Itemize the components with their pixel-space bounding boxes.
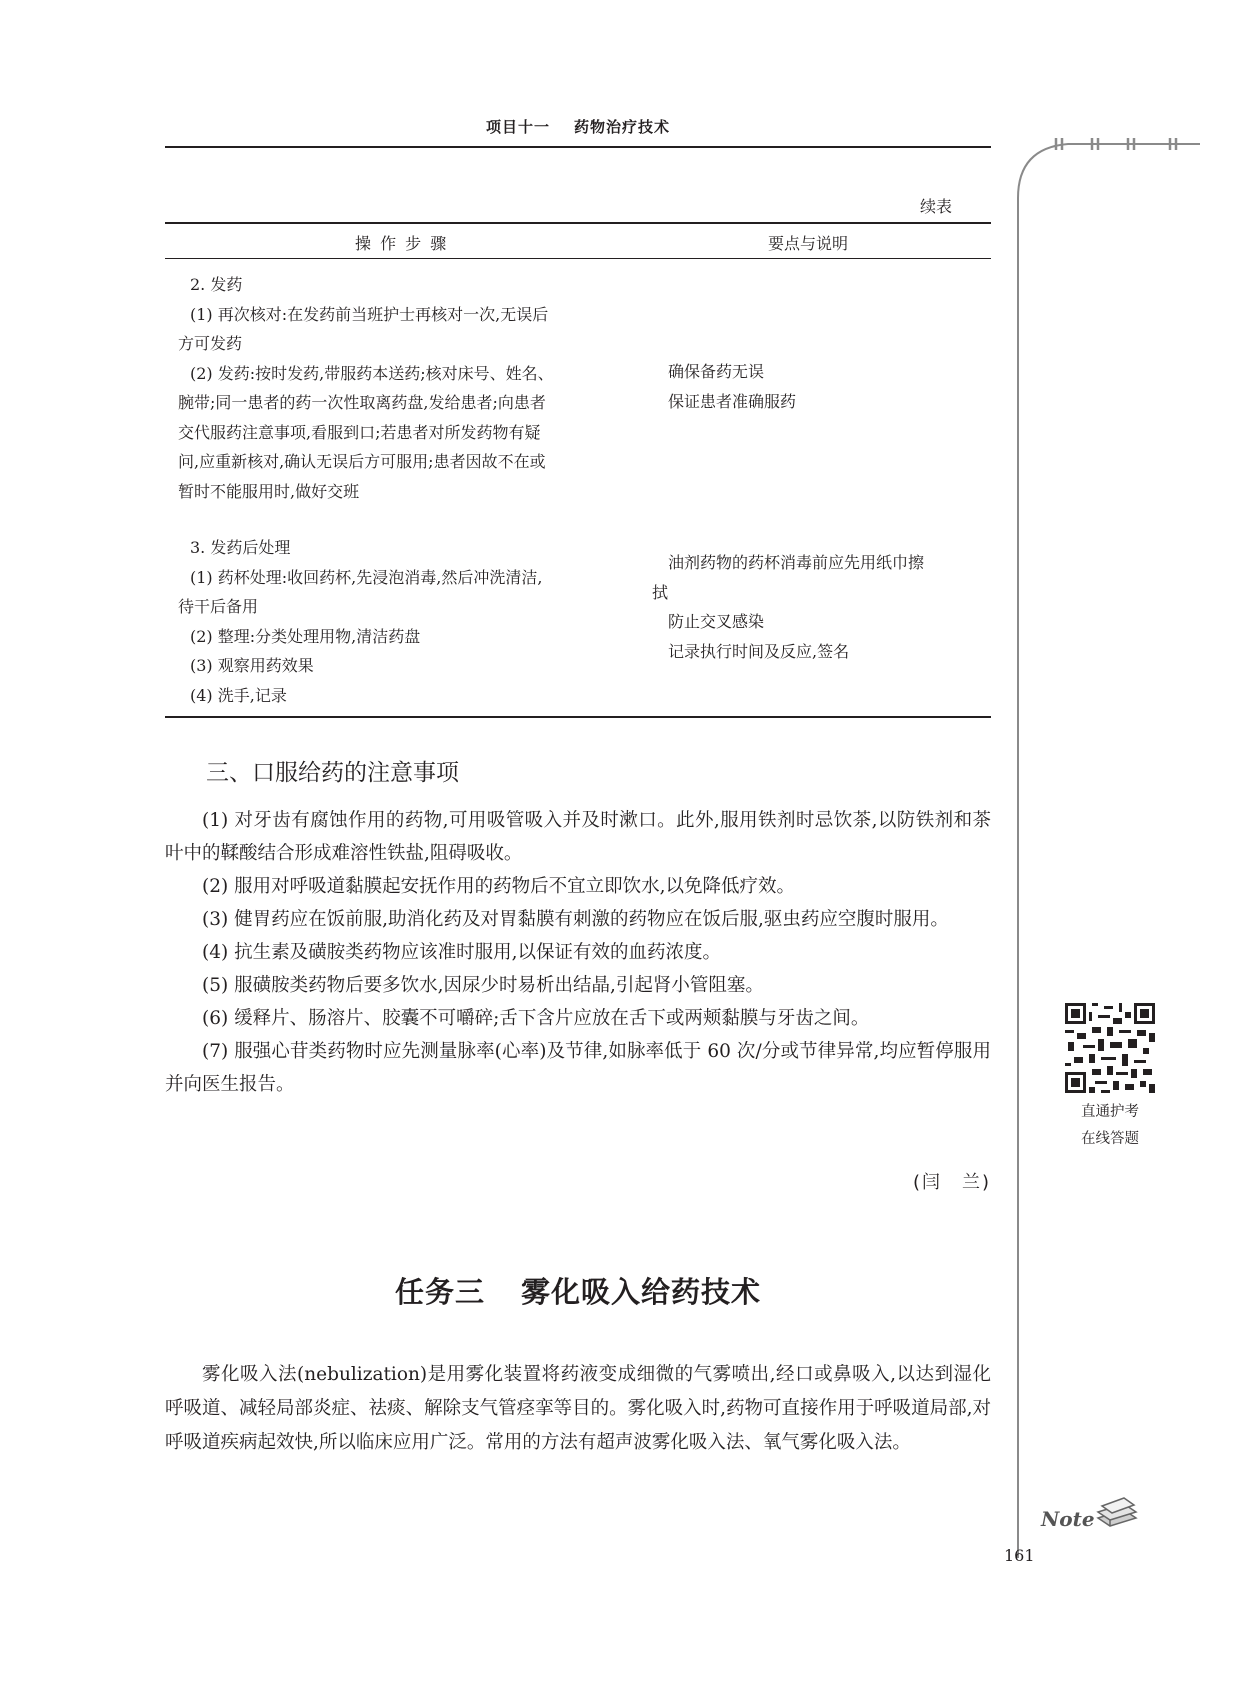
note-block-after-dispense [652, 548, 992, 666]
note-books-icon [1094, 1496, 1140, 1536]
qr-caption-line2: 在线答题 [1081, 1131, 1139, 1147]
note-line: 记录执行时间及反应,签名 [668, 641, 850, 661]
task-title [165, 1270, 991, 1311]
task-name: 雾化吸入给药技术 [521, 1275, 762, 1309]
section-body [165, 804, 991, 1101]
step-line: 2. 发药 [190, 275, 243, 294]
margin-decoration [1010, 138, 1210, 1558]
page-number: 161 [1004, 1546, 1035, 1565]
running-head [165, 116, 991, 137]
precaution-item: (2) 服用对呼吸道黏膜起安抚作用的药物后不宜立即饮水,以免降低疗效。 [202, 876, 795, 897]
precaution-item: (6) 缓释片、肠溶片、胶囊不可嚼碎;舌下含片应放在舌下或两颊黏膜与牙齿之间。 [202, 1008, 870, 1029]
step-line: (4) 洗手,记录 [190, 685, 287, 705]
step-line: (2) 发药:按时发药,带服药本送药;核对床号、姓名、 [190, 363, 554, 383]
note-line: 确保备药无误 [668, 362, 765, 381]
task-number: 任务三 [394, 1275, 485, 1309]
step-line: 问,应重新核对,确认无误后方可服用;患者因故不在或 [178, 452, 546, 471]
step-line: (1) 再次核对:在发药前当班护士再核对一次,无误后 [190, 304, 549, 324]
task-intro [165, 1358, 991, 1460]
table-bottom-rule [165, 716, 991, 718]
qr-code[interactable] [1065, 1003, 1155, 1093]
step-line: 交代服药注意事项,看服到口;若患者对所发药物有疑 [178, 422, 541, 442]
step-line: 3. 发药后处理 [190, 538, 291, 557]
qr-caption-line1: 直通护考 [1081, 1104, 1139, 1120]
step-line: (1) 药杯处理:收回药杯,先浸泡消毒,然后冲洗清洁, [190, 567, 543, 587]
step-line: 方可发药 [178, 334, 243, 353]
running-head-chapter: 药物治疗技术 [574, 118, 671, 136]
precaution-item: (7) 服强心苷类药物时应先测量脉率(心率)及节律,如脉率低于 60 次/分或节律异常,均应暂停服用并向医生报告。 [165, 1041, 991, 1095]
intro-paragraph: 雾化吸入法(nebulization)是用雾化装置将药液变成细微的气雾喷出,经口或鼻吸入,以达到湿化呼吸道、减轻局部炎症、祛痰、解除支气管痉挛等目的。雾化吸入时,药物可直接作用于呼吸道局部,对呼吸道疾病起效快,所以临床应用广泛。常用的方法有超声波雾化吸入法、氧气雾化吸入法。 [165, 1364, 991, 1453]
col-header-notes: 要点与说明 [768, 234, 849, 253]
note-label: Note [1041, 1507, 1095, 1531]
note-line: 油剂药物的药杯消毒前应先用纸巾擦 [668, 553, 925, 572]
running-head-project: 项目十一 [485, 118, 550, 136]
note-line: 拭 [652, 582, 669, 602]
col-header-steps: 操 作 步 骤 [355, 234, 449, 253]
table-top-rule [165, 222, 991, 224]
note-line: 保证患者准确服药 [668, 391, 797, 411]
step-line: 暂时不能服用时,做好交班 [178, 481, 360, 501]
precaution-item: (3) 健胃药应在饭前服,助消化药及对胃黏膜有刺激的药物应在饭后服,驱虫药应空腹时服用。 [202, 909, 949, 930]
step-block-after-dispense [178, 533, 628, 710]
continued-label: 续表 [920, 197, 953, 216]
note-line: 防止交叉感染 [668, 612, 765, 631]
precaution-item: (5) 服磺胺类药物后要多饮水,因尿少时易析出结晶,引起肾小管阻塞。 [202, 975, 764, 996]
step-line: (2) 整理:分类处理用物,清洁药盘 [190, 626, 421, 646]
header-rule [165, 146, 991, 148]
precaution-item: (4) 抗生素及磺胺类药物应该准时服用,以保证有效的血药浓度。 [202, 942, 721, 963]
margin-curve-line [1018, 144, 1200, 1558]
author-credit: (闫 兰) [912, 1172, 991, 1193]
note-block-dispense [668, 357, 988, 416]
precaution-item: (1) 对牙齿有腐蚀作用的药物,可用吸管吸入并及时漱口。此外,服用铁剂时忌饮茶,以防铁剂和茶叶中的鞣酸结合形成难溶性铁盐,阻碍吸收。 [165, 810, 991, 864]
step-line: (3) 观察用药效果 [190, 656, 314, 675]
step-line: 腕带;同一患者的药一次性取离药盘,发给患者;向患者 [178, 393, 546, 412]
step-block-dispense [178, 270, 628, 506]
step-line: 待干后备用 [178, 597, 259, 616]
table-header-rule [165, 258, 991, 259]
section-heading: 三、口服给药的注意事项 [206, 760, 459, 786]
